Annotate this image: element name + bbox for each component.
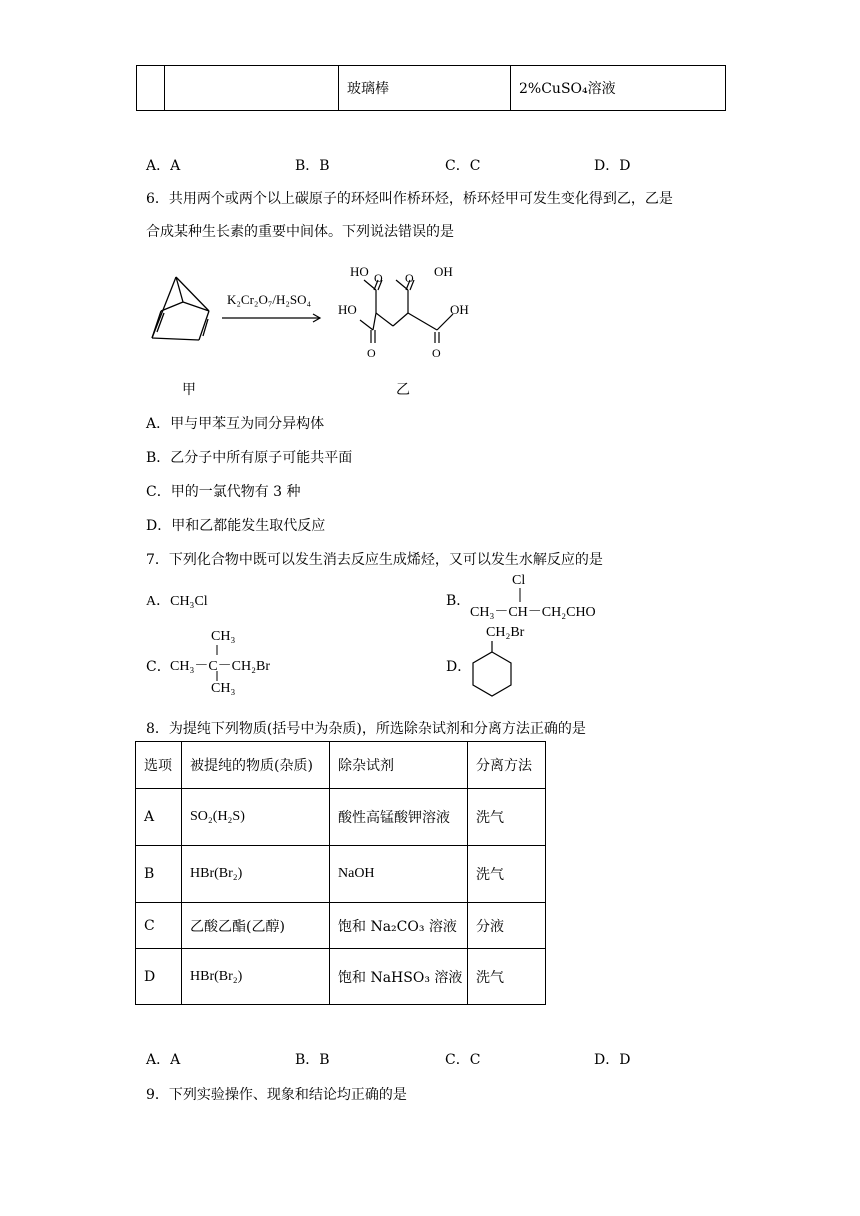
table-cell: C xyxy=(136,903,182,949)
q8-option-a: A．A xyxy=(146,1052,181,1068)
q8-option-d: D．D xyxy=(594,1052,631,1068)
q9-stem: 9．下列实验操作、现象和结论均正确的是 xyxy=(146,1087,407,1103)
q7-b-cl: Cl xyxy=(512,573,526,588)
table-cell: HBr(Br₂) xyxy=(182,846,330,903)
q6-option-a: A．甲与甲苯互为同分异构体 xyxy=(146,416,325,432)
compound-yi-structure xyxy=(330,258,490,368)
svg-text:O: O xyxy=(367,346,376,360)
table-cell-empty xyxy=(137,66,165,111)
table-row xyxy=(136,789,546,846)
svg-text:OH: OH xyxy=(450,302,469,317)
svg-text:HO: HO xyxy=(350,264,369,279)
svg-text:O: O xyxy=(405,271,414,285)
table-cell: 酸性高锰酸钾溶液 xyxy=(330,789,468,846)
table-cell-tool: 玻璃棒 xyxy=(339,66,511,111)
q5-option-c: C．C xyxy=(445,158,481,174)
q7-c-top: CH₃ xyxy=(211,629,236,644)
q7-b-main-chain: CH₃－CH－CH₂CHO xyxy=(470,605,596,620)
table-cell: 饱和 NaHSO₃ 溶液 xyxy=(330,949,468,1005)
q7-c-main-chain: CH₃－C－CH₂Br xyxy=(170,659,270,674)
q8-option-c: C．C xyxy=(445,1052,481,1068)
table-cell: HBr(Br₂) xyxy=(182,949,330,1005)
q7-option-a: A．CH₃Cl xyxy=(146,594,208,609)
compound-jia-structure xyxy=(145,268,225,348)
table-header-cell: 选项 xyxy=(136,742,182,789)
bond-line xyxy=(215,645,219,655)
table-cell: 洗气 xyxy=(468,846,546,903)
svg-text:O: O xyxy=(374,271,383,285)
q5-option-a: A．A xyxy=(146,158,181,174)
table-row xyxy=(136,949,546,1005)
bond-line xyxy=(215,671,219,681)
table-cell-reagent: 2%CuSO₄溶液 xyxy=(511,66,726,111)
q7-d-substituent: CH₂Br xyxy=(486,625,525,640)
q6-option-b: B．乙分子中所有原子可能共平面 xyxy=(146,450,353,466)
q8-purification-table xyxy=(135,741,546,1005)
q5-option-d: D．D xyxy=(594,158,631,174)
q7-option-d-label: D． xyxy=(446,659,472,675)
svg-text:OH: OH xyxy=(434,264,453,279)
svg-text:O: O xyxy=(432,346,441,360)
table-row xyxy=(136,846,546,903)
table-header-cell: 分离方法 xyxy=(468,742,546,789)
q5-option-b: B．B xyxy=(295,158,330,174)
label-jia: 甲 xyxy=(182,382,196,398)
q8-stem: 8．为提纯下列物质(括号中为杂质)，所选除杂试剂和分离方法正确的是 xyxy=(146,721,586,737)
svg-text:HO: HO xyxy=(338,302,357,317)
q6-stem-line1: 6．共用两个或两个以上碳原子的环烃叫作桥环烃，桥环烃甲可发生变化得到乙，乙是 xyxy=(146,191,673,207)
table-cell: SO₂(H₂S) xyxy=(182,789,330,846)
q7-c-bottom: CH₃ xyxy=(211,681,236,696)
q8-option-b: B．B xyxy=(295,1052,330,1068)
table-cell: NaOH xyxy=(330,846,468,903)
cyclohexane-ring-structure xyxy=(466,641,522,703)
q7-option-b-label: B． xyxy=(446,593,471,609)
q7-option-c-label: C． xyxy=(146,659,171,675)
table-cell: 乙酸乙酯(乙醇) xyxy=(182,903,330,949)
table-cell: 饱和 Na₂CO₃ 溶液 xyxy=(330,903,468,949)
q6-stem-line2: 合成某种生长素的重要中间体。下列说法错误的是 xyxy=(146,224,454,240)
top-table-fragment xyxy=(136,65,726,111)
label-yi: 乙 xyxy=(396,382,410,398)
q6-option-d: D．甲和乙都能发生取代反应 xyxy=(146,518,326,534)
table-cell: 洗气 xyxy=(468,789,546,846)
table-cell: 分液 xyxy=(468,903,546,949)
table-header-cell: 被提纯的物质(杂质) xyxy=(182,742,330,789)
q7-stem: 7．下列化合物中既可以发生消去反应生成烯烃，又可以发生水解反应的是 xyxy=(146,552,603,568)
bond-line xyxy=(518,588,522,602)
table-cell: A xyxy=(136,789,182,846)
table-cell: D xyxy=(136,949,182,1005)
table-row xyxy=(136,903,546,949)
reaction-arrow-icon xyxy=(222,313,324,323)
q6-option-c: C．甲的一氯代物有 3 种 xyxy=(146,484,301,500)
table-header-cell: 除杂试剂 xyxy=(330,742,468,789)
table-header-row xyxy=(136,742,546,789)
table-cell: B xyxy=(136,846,182,903)
reaction-reagent: K₂Cr₂O₇/H₂SO₄ xyxy=(227,292,312,307)
table-cell-empty xyxy=(165,66,339,111)
table-cell: 洗气 xyxy=(468,949,546,1005)
